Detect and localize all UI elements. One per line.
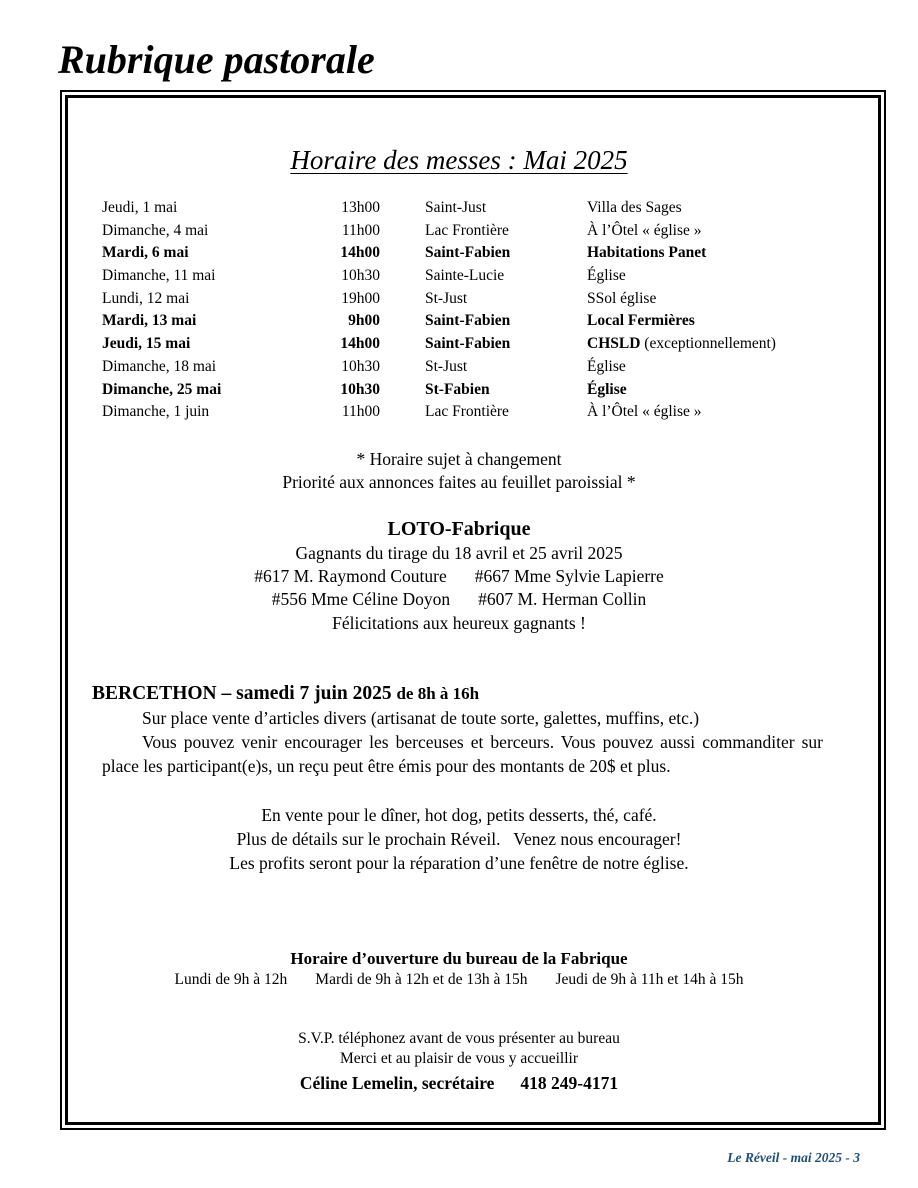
schedule-parish — [425, 333, 510, 356]
schedule-time — [336, 310, 380, 333]
schedule-place-text: CHSLD — [587, 335, 641, 353]
schedule-day-text: Lundi, 12 mai — [102, 289, 190, 307]
schedule-day-text: Mardi, 6 mai — [102, 244, 189, 262]
schedule-place-text: Villa des Sages — [587, 199, 682, 216]
schedule-place — [587, 242, 706, 265]
schedule-parish-text: Saint-Fabien — [425, 312, 511, 330]
schedule-day — [102, 288, 189, 311]
schedule-parish-text: Lac Frontière — [425, 403, 509, 421]
schedule-time-text: 14h00 — [340, 335, 380, 353]
schedule-parish-text: Saint-Just — [425, 199, 487, 216]
schedule-parish — [425, 401, 509, 424]
loto-title: LOTO-Fabrique — [387, 518, 531, 540]
schedule-place — [587, 265, 626, 288]
schedule-place-text: Église — [587, 357, 626, 375]
schedule-parish — [425, 220, 509, 243]
schedule-place — [587, 288, 656, 311]
schedule-time — [336, 379, 380, 402]
schedule-time-text: 10h30 — [341, 267, 380, 285]
bercethon-paragraph-1: Sur place vente d’articles divers (artisanat de toute sorte, galettes, muffins, etc.) — [142, 708, 700, 728]
schedule-day — [102, 401, 209, 424]
schedule-place — [587, 310, 695, 333]
winner: #667 Mme Sylvie Lapierre — [474, 566, 664, 587]
schedule-day — [102, 379, 221, 402]
schedule-day-text: Dimanche, 1 juin — [102, 403, 210, 421]
schedule-time — [336, 242, 380, 265]
schedule-row — [102, 356, 822, 379]
schedule-place-text: SSol église — [587, 289, 657, 307]
bercethon-title-text: BERCETHON – samedi 7 juin 2025 — [92, 683, 392, 704]
schedule-time — [336, 356, 380, 379]
schedule-parish-text: Lac Frontière — [425, 221, 509, 239]
schedule-place — [587, 356, 626, 379]
schedule-day — [102, 220, 208, 243]
schedule-time-text: 11h00 — [341, 221, 380, 239]
office-hours-monday: Lundi de 9h à 12h — [174, 971, 288, 988]
schedule-place-text: À l’Ôtel « église » — [587, 221, 702, 239]
page-footer: Le Réveil - mai 2025 - 3 — [727, 1150, 860, 1165]
bercethon-line-1: En vente pour le dîner, hot dog, petits desserts, thé, café. — [261, 805, 657, 825]
mass-schedule-heading-text: Horaire des messes : Mai 2025 — [290, 145, 628, 175]
winner-line-2 — [0, 588, 918, 611]
schedule-time-text: 19h00 — [341, 289, 380, 307]
schedule-parish — [425, 310, 510, 333]
schedule-parish — [425, 197, 486, 220]
phone-number: 418 249-4171 — [520, 1073, 619, 1093]
schedule-day — [102, 265, 216, 288]
schedule-day-text: Dimanche, 11 mai — [102, 267, 216, 285]
loto-section — [0, 542, 918, 635]
schedule-time — [336, 401, 380, 424]
contact-line-2: Merci et au plaisir de vous y accueillir — [339, 1050, 578, 1067]
schedule-day-text: Dimanche, 18 mai — [102, 357, 217, 375]
schedule-time — [336, 197, 380, 220]
schedule-parish-text: St-Fabien — [425, 380, 490, 398]
schedule-place — [587, 220, 702, 243]
contact-line-1: S.V.P. téléphonez avant de vous présenter au bureau — [298, 1030, 620, 1047]
mass-schedule-table — [102, 197, 822, 424]
schedule-row — [102, 197, 822, 220]
mass-schedule-heading — [0, 140, 918, 180]
bercethon-title — [92, 680, 479, 708]
schedule-parish-text: St-Just — [425, 357, 468, 375]
schedule-day — [102, 197, 177, 220]
schedule-time-text: 14h00 — [340, 244, 380, 262]
secretary-name: Céline Lemelin, secrétaire — [299, 1073, 495, 1093]
schedule-day — [102, 356, 216, 379]
office-hours-thursday: Jeudi de 9h à 11h et 14h à 15h — [555, 971, 744, 988]
schedule-row — [102, 379, 822, 402]
schedule-place-text: À l’Ôtel « église » — [587, 403, 702, 421]
notice-line-1: * Horaire sujet à changement — [356, 449, 562, 469]
winner-line-1 — [0, 565, 918, 588]
schedule-time-text: 10h30 — [341, 357, 380, 375]
bercethon-line-2: Plus de détails sur le prochain Réveil. Venez nous encourager! — [236, 829, 682, 849]
schedule-parish-text: St-Just — [425, 289, 468, 307]
page-title: Rubrique pastorale — [58, 37, 375, 82]
schedule-time-text: 13h00 — [341, 199, 380, 216]
loto-congrats: Félicitations aux heureux gagnants ! — [332, 612, 586, 633]
schedule-day — [102, 242, 189, 265]
schedule-place-text: Église — [587, 380, 627, 398]
bercethon-paragraph-2: Vous pouvez venir encourager les berceuses et berceurs. Vous pouvez aussi commanditer sur place les participant(e)s, un reçu peut être émis pour des montants de 20$ et plus. — [102, 732, 823, 776]
schedule-place-text: Habitations Panet — [587, 244, 707, 262]
schedule-row — [102, 242, 822, 265]
schedule-day-text: Mardi, 13 mai — [102, 312, 197, 330]
bercethon-body — [102, 706, 823, 778]
schedule-day-text: Dimanche, 25 mai — [102, 380, 222, 398]
notice-line-2: Priorité aux annonces faites au feuillet paroissial * — [282, 472, 636, 492]
schedule-place — [587, 333, 776, 356]
schedule-day-text: Dimanche, 4 mai — [102, 221, 209, 239]
schedule-parish-text: Saint-Fabien — [425, 244, 511, 262]
schedule-place-text: Local Fermières — [587, 312, 695, 330]
schedule-row — [102, 288, 822, 311]
schedule-parish-text: Sainte-Lucie — [425, 267, 505, 285]
contact-block — [0, 1029, 918, 1097]
schedule-time — [336, 265, 380, 288]
schedule-time-text: 10h30 — [340, 380, 380, 398]
office-hours-tuesday: Mardi de 9h à 12h et de 13h à 15h — [315, 971, 528, 988]
schedule-time — [336, 220, 380, 243]
schedule-note: (exceptionnellement) — [644, 335, 776, 353]
schedule-row — [102, 310, 822, 333]
schedule-row — [102, 220, 822, 243]
schedule-time-text: 9h00 — [348, 312, 380, 330]
schedule-day — [102, 333, 190, 356]
schedule-parish — [425, 356, 467, 379]
schedule-place — [587, 197, 682, 220]
schedule-place-text: Église — [587, 267, 626, 285]
schedule-row — [102, 333, 822, 356]
schedule-parish — [425, 288, 467, 311]
winner: #607 M. Herman Collin — [478, 589, 647, 610]
schedule-parish-text: Saint-Fabien — [425, 335, 511, 353]
schedule-time — [336, 333, 380, 356]
schedule-row — [102, 265, 822, 288]
schedule-place — [587, 401, 702, 424]
loto-draw-line: Gagnants du tirage du 18 avril et 25 avril 2025 — [295, 543, 623, 563]
schedule-place — [587, 379, 627, 402]
bercethon-details — [0, 803, 918, 875]
winner: #617 M. Raymond Couture — [254, 566, 447, 587]
office-hours-line — [0, 969, 918, 991]
schedule-row — [102, 401, 822, 424]
schedule-parish — [425, 379, 490, 402]
secretary-signature — [0, 1069, 918, 1097]
schedule-time-text: 11h00 — [341, 403, 380, 421]
bercethon-hours: de 8h à 16h — [396, 684, 480, 703]
bercethon-line-3: Les profits seront pour la réparation d’une fenêtre de notre église. — [229, 853, 689, 873]
schedule-parish — [425, 265, 504, 288]
schedule-day-text: Jeudi, 15 mai — [102, 335, 191, 353]
winner: #556 Mme Céline Doyon — [271, 589, 451, 610]
schedule-parish — [425, 242, 510, 265]
schedule-day-text: Jeudi, 1 mai — [102, 199, 178, 216]
schedule-day — [102, 310, 196, 333]
office-hours-title: Horaire d’ouverture du bureau de la Fabrique — [290, 949, 628, 968]
schedule-notice — [0, 448, 918, 494]
schedule-time — [336, 288, 380, 311]
